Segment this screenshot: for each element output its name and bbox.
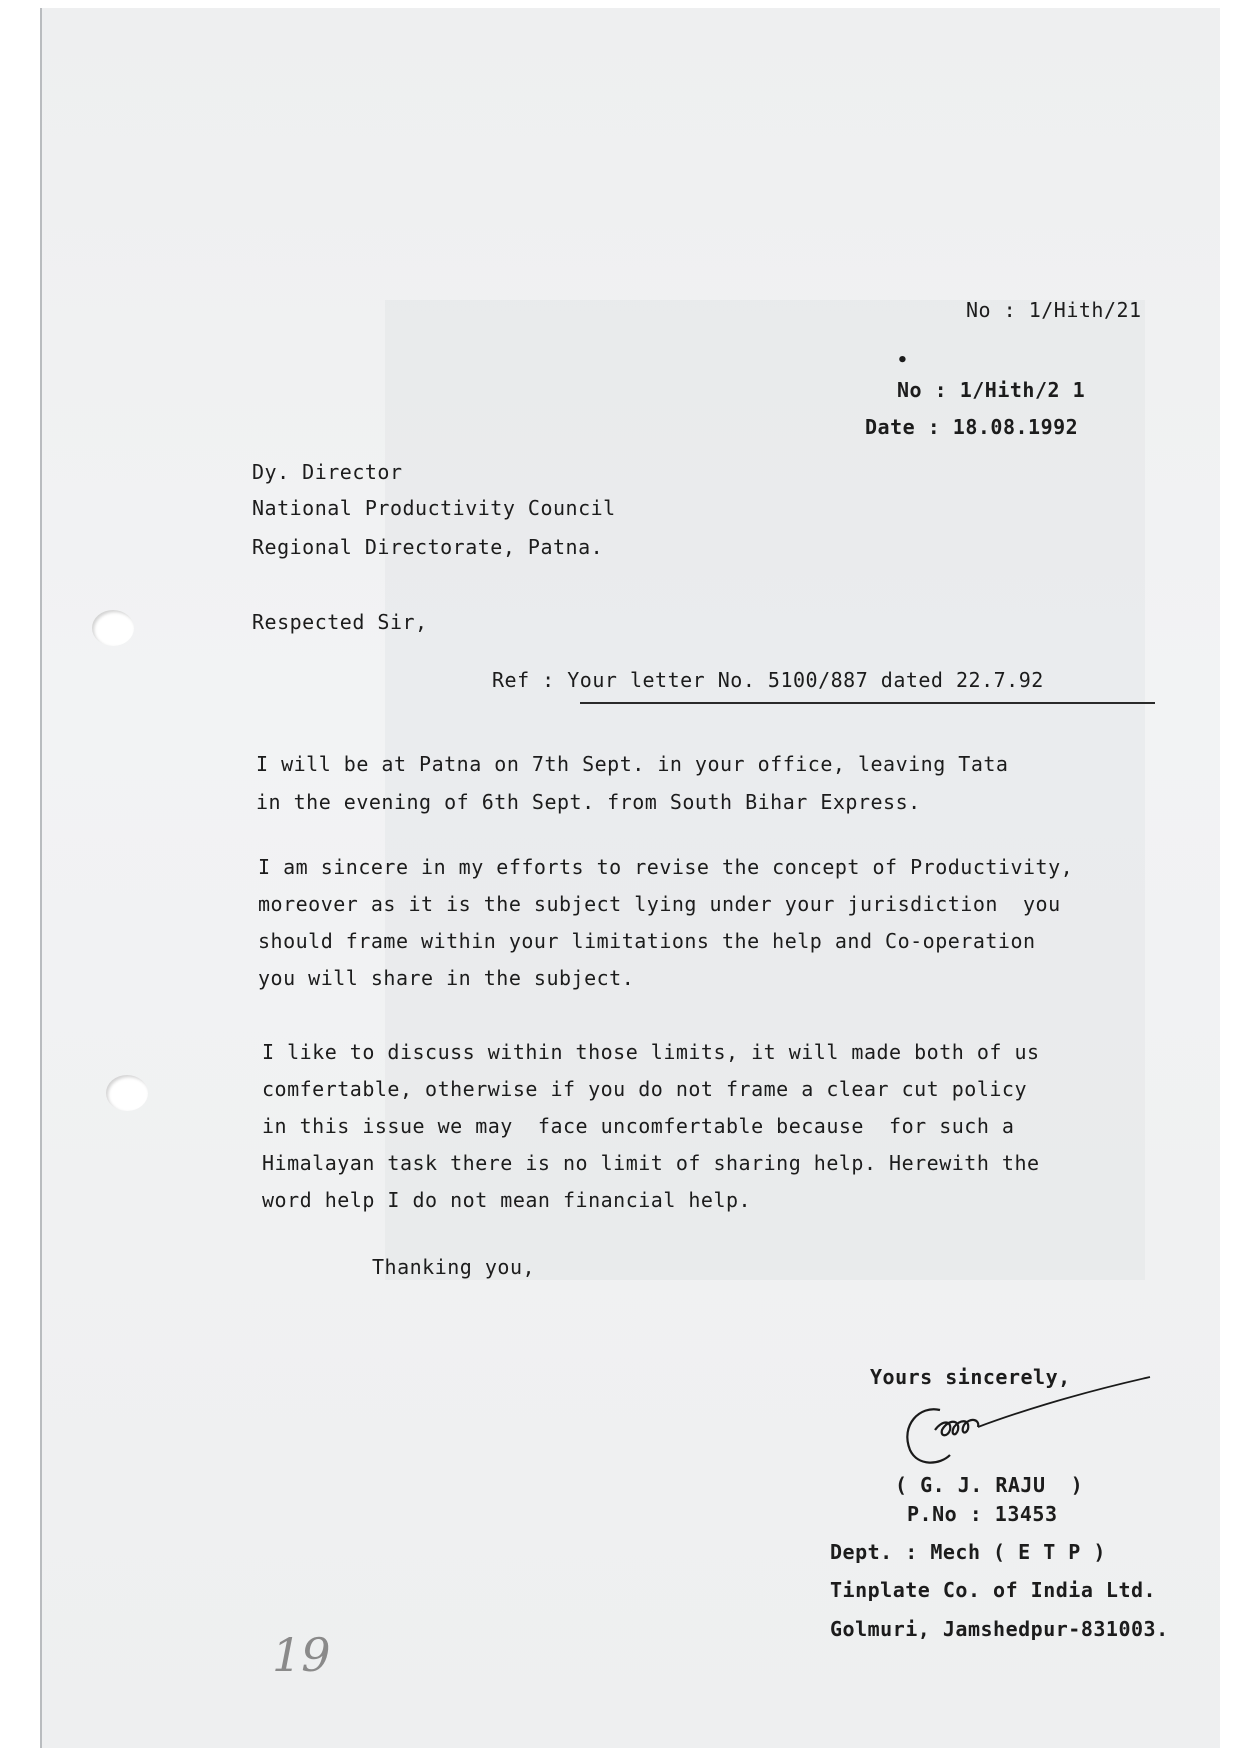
para3-line-3: in this issue we may face uncomfertable because for such a — [262, 1114, 1015, 1138]
para2-line-4: you will share in the subject. — [258, 966, 635, 990]
reference-number-top: No : 1/Hith/21 — [966, 298, 1142, 322]
addressee-line-3: Regional Directorate, Patna. — [252, 535, 604, 559]
para3-line-2: comfertable, otherwise if you do not frame a clear cut policy — [262, 1077, 1028, 1101]
signatory-name: ( G. J. RAJU ) — [895, 1473, 1084, 1497]
reference-number: No : 1/Hith/2 1 — [897, 378, 1086, 402]
para2-line-3: should frame within your limitations the help and Co-operation — [258, 929, 1036, 953]
para2-line-1: I am sincere in my efforts to revise the concept of Productivity, — [258, 855, 1074, 879]
para1-line-2: in the evening of 6th Sept. from South Bihar Express. — [256, 790, 921, 814]
para3-line-1: I like to discuss within those limits, it will made both of us — [262, 1040, 1040, 1064]
punch-hole-bottom — [106, 1075, 148, 1111]
signatory-pno: P.No : 13453 — [907, 1502, 1058, 1526]
thanking-line: Thanking you, — [372, 1255, 536, 1279]
para3-line-5: word help I do not mean financial help. — [262, 1188, 752, 1212]
salutation: Respected Sir, — [252, 610, 428, 634]
signatory-company: Tinplate Co. of India Ltd. — [830, 1578, 1157, 1602]
reference-underline — [580, 702, 1155, 704]
para3-line-4: Himalayan task there is no limit of sharing help. Herewith the — [262, 1151, 1040, 1175]
signatory-dept: Dept. : Mech ( E T P ) — [830, 1540, 1106, 1564]
bullet-dot: • — [897, 350, 909, 371]
signature-icon — [880, 1375, 1170, 1485]
para1-line-1: I will be at Patna on 7th Sept. in your office, leaving Tata — [256, 752, 1009, 776]
page-number: 19 — [272, 1628, 331, 1682]
addressee-line-2: National Productivity Council — [252, 496, 616, 520]
letter-date: Date : 18.08.1992 — [865, 415, 1079, 439]
signatory-address: Golmuri, Jamshedpur-831003. — [830, 1617, 1169, 1641]
yours-sincerely: Yours sincerely, — [870, 1365, 1071, 1389]
paper-edge — [40, 8, 42, 1748]
para2-line-2: moreover as it is the subject lying under your jurisdiction you — [258, 892, 1061, 916]
punch-hole-top — [92, 610, 134, 646]
addressee-line-1: Dy. Director — [252, 460, 403, 484]
reference-line: Ref : Your letter No. 5100/887 dated 22.7.92 — [492, 668, 1044, 692]
